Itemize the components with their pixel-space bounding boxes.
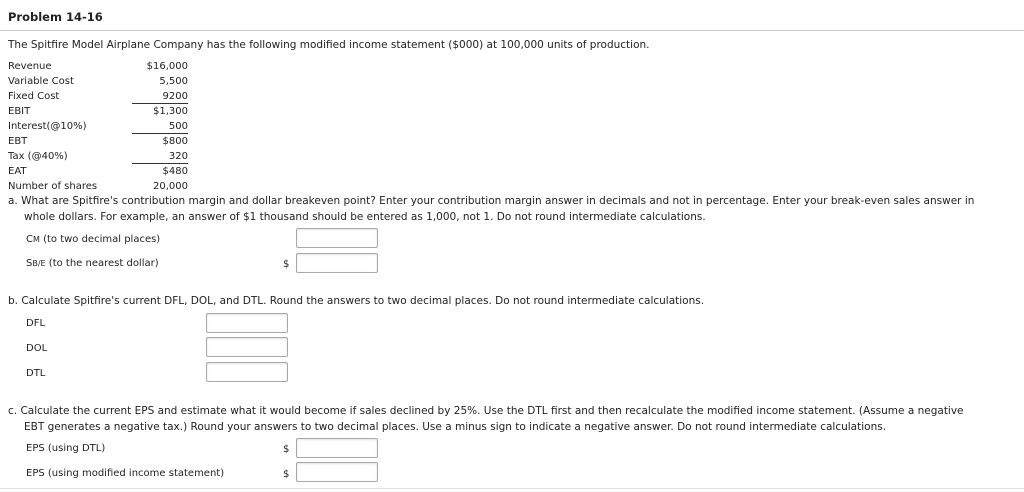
- statement-value: 5,500: [159, 76, 188, 87]
- part-a-question: a. What are Spitfire's contribution margin and dollar breakeven point? Enter your contribution margin answer in decimals and not in percentage. Enter your break-even sales answer in: [8, 195, 975, 207]
- sbe-note: (to the nearest dollar): [45, 258, 159, 269]
- statement-label: Number of shares: [8, 181, 98, 192]
- dollar-sign: $: [283, 469, 290, 480]
- cm-label: [26, 234, 160, 245]
- statement-value: $1,300: [153, 106, 188, 117]
- cm-subscript: M: [32, 235, 40, 244]
- dol-input[interactable]: [206, 337, 288, 357]
- statement-label: Revenue: [8, 61, 52, 72]
- eps-dtl-label: EPS (using DTL): [26, 443, 106, 454]
- sum-rule: [132, 163, 188, 164]
- dollar-sign: $: [283, 259, 290, 270]
- page-title: Problem 14-16: [8, 10, 103, 24]
- statement-value: 320: [168, 151, 188, 162]
- statement-value: 500: [168, 121, 188, 132]
- statement-value: 20,000: [153, 181, 188, 192]
- dfl-input[interactable]: [206, 313, 288, 333]
- statement-label: EBIT: [8, 106, 31, 117]
- statement-label: Interest(@10%): [8, 121, 87, 132]
- dtl-input[interactable]: [206, 362, 288, 382]
- eps-modified-input[interactable]: [296, 462, 378, 482]
- statement-value: 9200: [162, 91, 188, 102]
- statement-label: EBT: [8, 136, 28, 147]
- eps-dtl-input[interactable]: [296, 438, 378, 458]
- statement-value: $480: [162, 166, 188, 177]
- statement-label: Variable Cost: [8, 76, 74, 87]
- statement-value: $16,000: [146, 61, 188, 72]
- part-c-question: c. Calculate the current EPS and estimate what it would become if sales declined by 25%. Use the DTL first and then recalculate the modified income statement. (Assume a negative: [8, 405, 964, 417]
- sbe-symbol: S: [26, 258, 33, 269]
- title-divider: [0, 30, 1024, 31]
- part-a-question-cont: whole dollars. For example, an answer of $1 thousand should be entered as 1,000, not 1. Do not round intermediate calculations.: [24, 211, 706, 223]
- problem-intro: The Spitfire Model Airplane Company has the following modified income statement ($000) at 100,000 units of production.: [8, 39, 650, 51]
- eps-modified-label: EPS (using modified income statement): [26, 468, 225, 479]
- part-b-question: b. Calculate Spitfire's current DFL, DOL, and DTL. Round the answers to two decimal places. Do not round intermediate calculations.: [8, 295, 705, 307]
- sbe-subscript: B/E: [32, 259, 46, 268]
- dollar-sign: $: [283, 444, 290, 455]
- statement-label: Tax (@40%): [8, 151, 68, 162]
- cm-symbol: C: [26, 234, 33, 245]
- sum-rule: [132, 103, 188, 104]
- cm-input[interactable]: [296, 228, 378, 248]
- sum-rule: [132, 133, 188, 134]
- part-c-question-cont: EBT generates a negative tax.) Round your answers to two decimal places. Use a minus sign to indicate a negative answer. Do not round intermediate calculations.: [24, 421, 887, 433]
- dtl-label: DTL: [26, 368, 46, 379]
- dol-label: DOL: [26, 343, 48, 354]
- cm-note: (to two decimal places): [39, 234, 161, 245]
- statement-label: Fixed Cost: [8, 91, 60, 102]
- statement-label: EAT: [8, 166, 27, 177]
- dfl-label: DFL: [26, 318, 46, 329]
- breakeven-sales-input[interactable]: [296, 253, 378, 273]
- sbe-label: [26, 258, 159, 269]
- statement-value: $800: [162, 136, 188, 147]
- bottom-divider: [0, 488, 1024, 489]
